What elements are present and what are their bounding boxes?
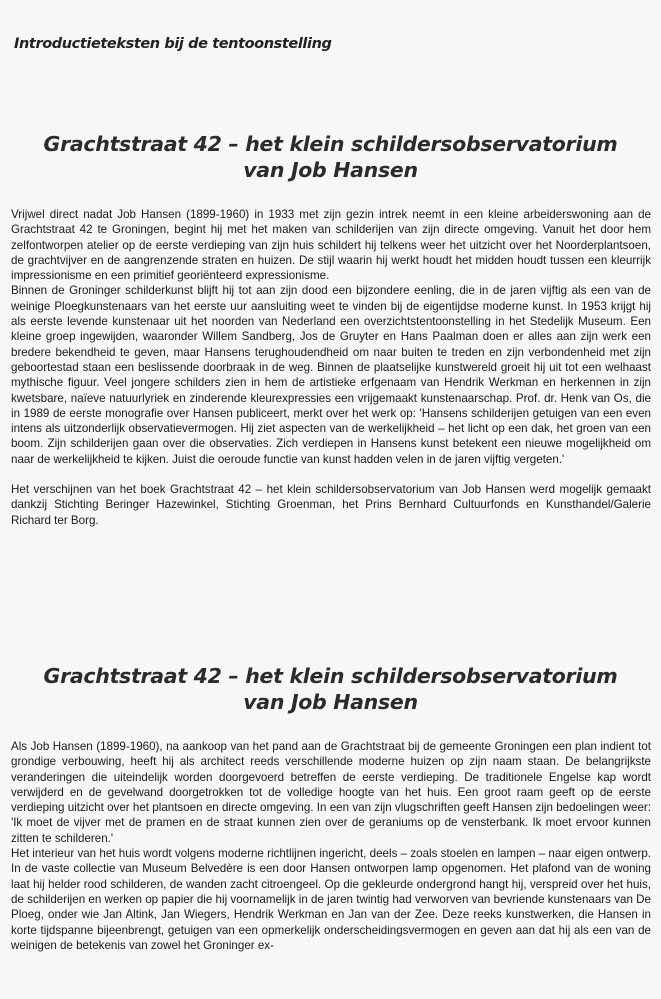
section-title (0, 663, 661, 715)
section-1-body (11, 207, 651, 528)
paragraph: Vrijwel direct nadat Job Hansen (1899-1960) in 1933 met zijn gezin intrek neemt in een kleine arbeiderswoning aan de Grachtstraat 42 te Groningen, begint hij met het maken van schilderijen van zijn directe omgeving. Vanuit het door hem zelfontworpen atelier op de eerste verdieping van zijn huis schildert hij telkens weer het uitzicht over het Noorderplantsoen, de grachtvijver en de aangrenzende straten en huizen. De stijl waarin hij werkt houdt het midden houdt tussen een kleurrijk impressionisme en een primitief georiënteerd expressionisme. (11, 208, 651, 283)
section-1 (0, 131, 661, 183)
paragraph: Als Job Hansen (1899-1960), na aankoop van het pand aan de Grachtstraat bij de gemeente Groningen een plan indient tot grondige verbouwing, heeft hij als architect reeds verschillende moderne huizen op zijn naam staan. De belangrijkste veranderingen die uiteindelijk worden doorgevoerd betreffen de eerste verdieping. De traditionele Engelse kap wordt verwijderd en de gevelwand doorgetrokken tot de volledige hoogte van het huis. Een groot raam geeft op de eerste verdieping uitzicht over het plantsoen en directe omgeving. In een van zijn vlugschriften geeft Hansen zijn bedoelingen weer: 'Ik moet de vijver met de pramen en de straat kunnen zien over de geraniums op de vensterbank. Ik moet ervoor kunnen zitten te schilderen.' (11, 740, 651, 845)
section-title (0, 131, 661, 183)
section-title-line-1: Grachtstraat 42 – het klein schildersobservatorium (43, 664, 618, 688)
paragraph: Het verschijnen van het boek Grachtstraat 42 – het klein schildersobservatorium van Job Hansen werd mogelijk gemaakt dankzij Stichting Beringer Hazewinkel, Stichting Groenman, het Prins Bernhard Cultuurfonds en Kunsthandel/Galerie Richard ter Borg. (11, 483, 651, 527)
paragraph: Het interieur van het huis wordt volgens moderne richtlijnen ingericht, deels – zoals stoelen en lampen – naar eigen ontwerp. In de vaste collectie van Museum Belvedère is een door Hansen ontworpen lamp opgenomen. Het plafond van de woning laat hij helder rood schilderen, de wanden zacht citroengeel. Op die gekleurde ondergrond hangt hij, verspreid over het huis, de schilderijen en werken op papier die hij voornamelijk in de jaren twintig had verworven van bevriende kunstenaars van De Ploeg, onder wie Jan Altink, Jan Wiegers, Hendrik Werkman en Jan van der Zee. Deze reeks kunstwerken, die Hansen in korte tijdspanne bijeenbrengt, getuigen van een opmerkelijk onderscheidingsvermogen en geven aan dat hij als een van de weinigen de betekenis van zowel het Groninger ex- (11, 847, 651, 952)
section-2-body (11, 739, 651, 953)
section-title-line-1: Grachtstraat 42 – het klein schildersobservatorium (43, 132, 618, 156)
section-title-line-2: van Job Hansen (243, 158, 418, 182)
section-2 (0, 663, 661, 715)
paragraph: Binnen de Groninger schilderkunst blijft hij tot aan zijn dood een bijzondere eenling, die in de jaren vijftig als een van de weinige Ploegkunstenaars van het eerste uur aansluiting weet te vinden bij de eigentijdse moderne kunst. In 1953 krijgt hij als eerste levende kunstenaar uit het noorden van Nederland een overzichtstentoonstelling in het Stedelijk Museum. Een kleine groep ingewijden, waaronder Willem Sandberg, Jos de Gruyter en Hans Paalman doen er alles aan zijn werk een bredere bekendheid te geven, maar Hansens terughoudendheid om naar buiten te treden en zijn verbondenheid met zijn geboortestad staan een beslissende doorbraak in de weg. Binnen de plaatselijke kunstwereld groeit hij uit tot een welhaast mythische figuur. Veel jongere schilders zien in hem de artistieke erfgenaam van Hendrik Werkman en herkennen in zijn kwetsbare, naïeve natuurlyriek en zinderende kleurexpressies een vrijgemaakt kunstenaarschap. Prof. dr. Henk van Os, die in 1989 de eerste monografie over Hansen publiceert, merkt over het werk op: 'Hansens schilderijen getuigen van een even intens als uitzonderlijk observatievermogen. Hij ziet aspecten van de werkelijkheid – het licht op een dak, het groen van een boom. Zijn schilderijen gaan over die observaties. Zich verdiepen in Hansens kunst betekent een nieuwe mogelijkheid om naar de werkelijkheid te kijken. Juist die oeroude functie van kunst hadden velen in de jaren vijftig vergeten.' (11, 284, 651, 466)
page-header-label: Introductieteksten bij de tentoonstelling (14, 36, 332, 52)
section-title-line-2: van Job Hansen (243, 690, 418, 714)
